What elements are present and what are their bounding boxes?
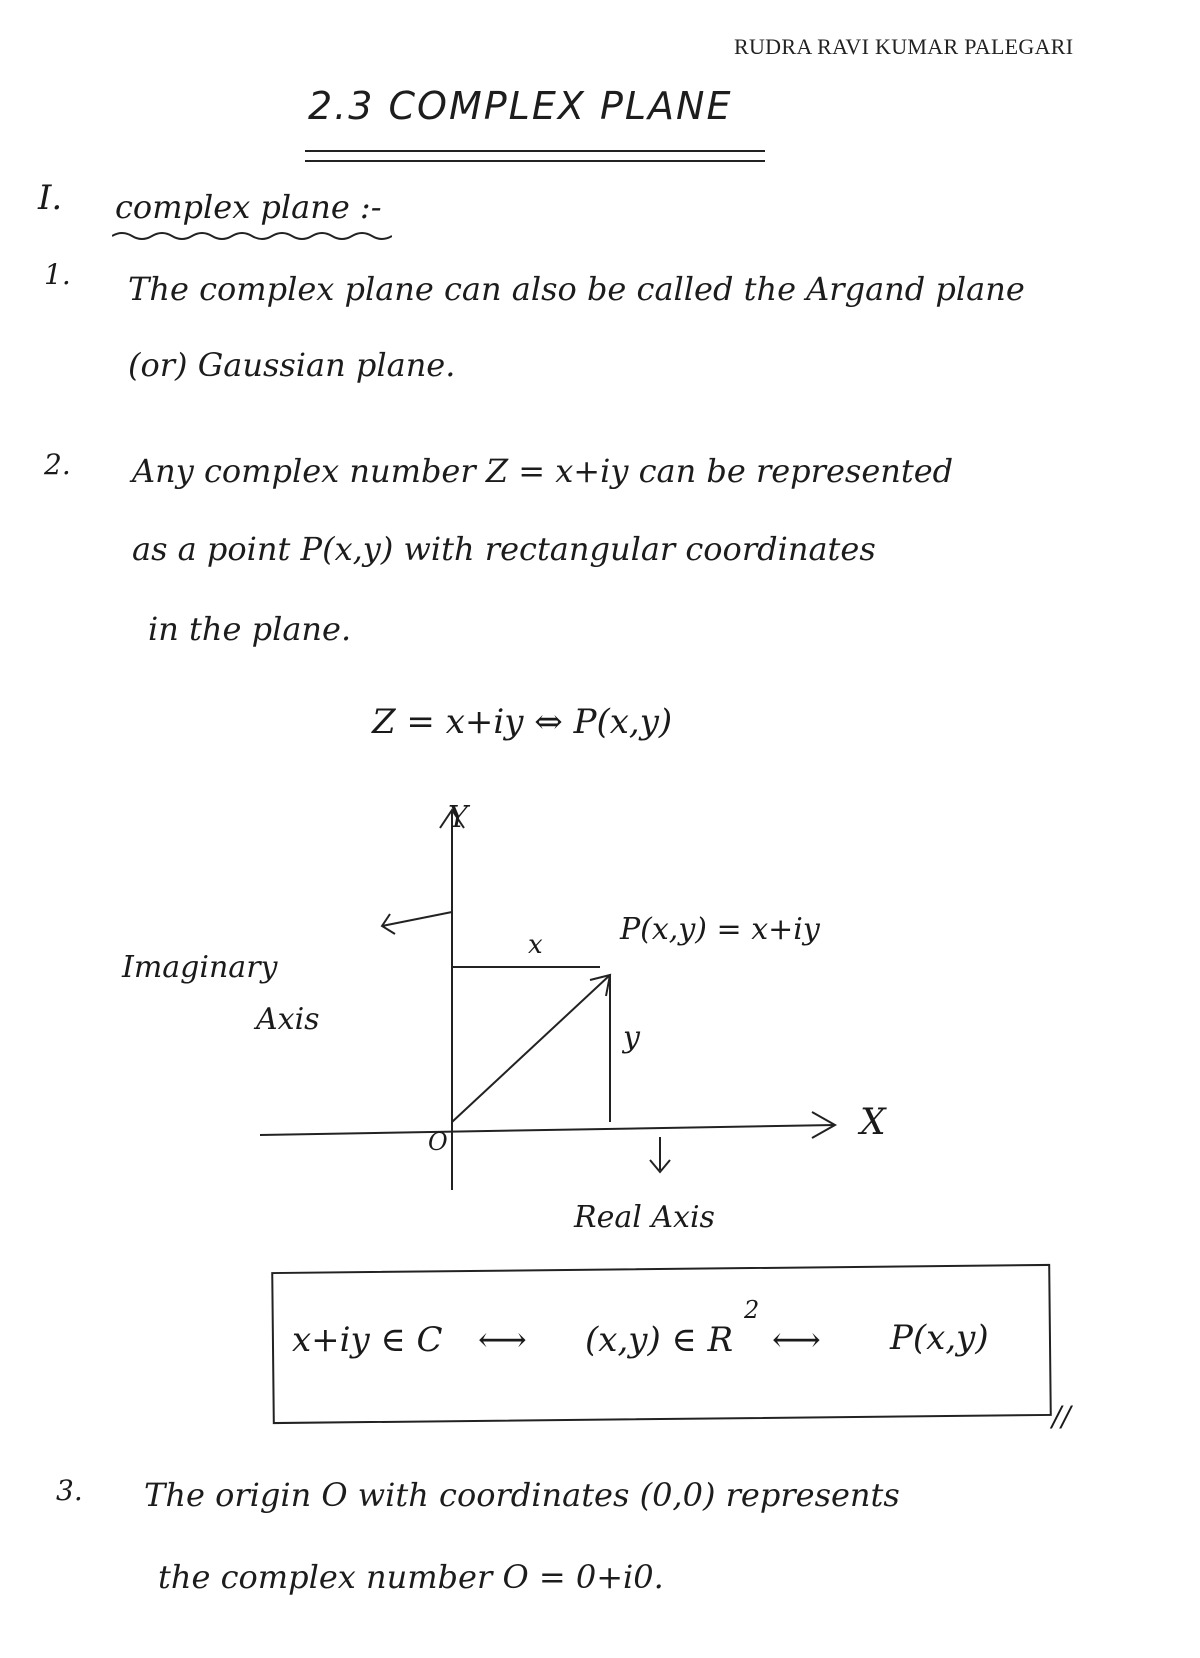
boxed-relation-exponent: 2 [744,1296,760,1324]
title-underline [305,150,765,152]
point-line: the complex number O = 0+i0. [158,1558,664,1596]
boxed-relation-double-arrow: ⟷ [772,1320,821,1360]
x-segment-label: x [528,930,543,960]
boxed-relation-right: P(x,y) [890,1318,989,1358]
imaginary-axis-label: Imaginary [122,950,278,985]
title-underline [305,160,765,162]
end-mark: // [1052,1400,1071,1433]
imaginary-axis-pointer [382,912,452,926]
point-line: as a point P(x,y) with rectangular coordinates [132,530,876,568]
equivalence-equation: Z = x+iy ⇔ P(x,y) [372,702,673,742]
position-vector [452,975,610,1122]
section-numeral: I. [38,178,63,218]
point-line: Any complex number Z = x+iy can be represented [132,452,954,490]
point-label: P(x,y) = x+iy [620,912,820,947]
x-axis-label: X [860,1102,886,1143]
boxed-relation-double-arrow: ⟷ [478,1320,527,1360]
real-axis-label: Real Axis [574,1200,715,1235]
complex-plane-diagram [240,800,940,1200]
imaginary-axis-label: Axis [256,1002,320,1037]
point-number: 2. [44,448,71,481]
point-line: The complex plane can also be called the Argand plane [128,270,1025,308]
point-number: 3. [56,1474,83,1507]
x-axis [260,1125,835,1135]
author-name: RUDRA RAVI KUMAR PALEGARI [734,34,1074,59]
section-heading-wavy-underline [112,228,392,244]
page-title: 2.3 COMPLEX PLANE [308,84,733,128]
boxed-relation-left: x+iy ∈ C [292,1320,443,1360]
y-segment-label: y [623,1020,640,1055]
point-line: in the plane. [148,610,352,648]
boxed-relation-middle: (x,y) ∈ R [585,1320,734,1360]
point-number: 1. [44,258,71,291]
origin-label: O [428,1128,448,1156]
point-line: The origin O with coordinates (0,0) represents [144,1476,900,1514]
y-axis-label: Y [448,800,468,835]
point-line: (or) Gaussian plane. [128,346,456,384]
section-heading: complex plane :- [115,188,382,226]
